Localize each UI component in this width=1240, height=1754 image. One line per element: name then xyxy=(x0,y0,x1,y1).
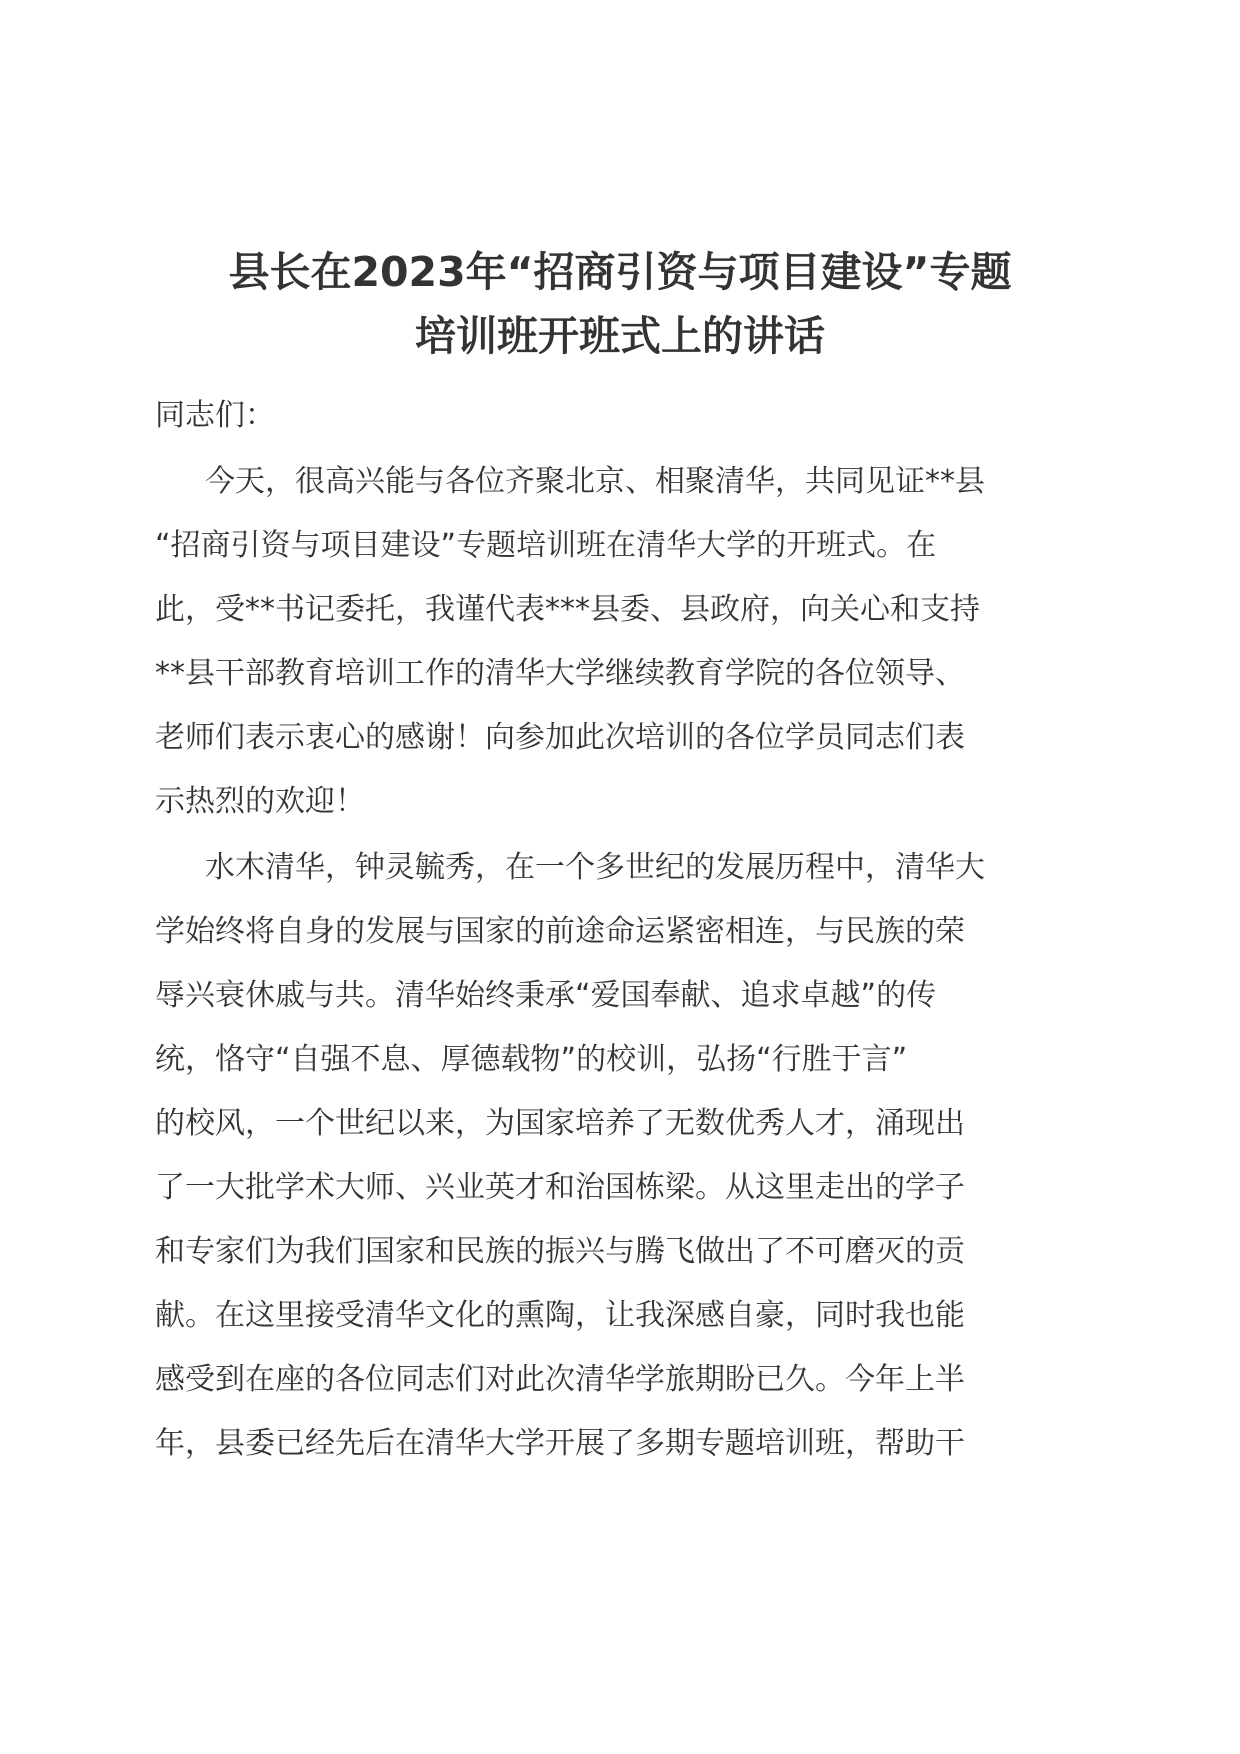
paragraph-line: **县干部教育培训工作的清华大学继续教育学院的各位领导、 xyxy=(155,656,965,691)
paragraph-line: 统，恪守“自强不息、厚德载物”的校训，弘扬“行胜于言” xyxy=(155,1042,908,1077)
paragraph-2 xyxy=(155,836,1087,1476)
paragraph-line: 老师们表示衷心的感谢！向参加此次培训的各位学员同志们表 xyxy=(155,720,965,755)
paragraph-line: 此，受**书记委托，我谨代表***县委、县政府，向关心和支持 xyxy=(155,592,980,627)
paragraph-line: 辱兴衰休戚与共。清华始终秉承“爱国奉献、追求卓越”的传 xyxy=(155,978,937,1013)
paragraph-line: 和专家们为我们国家和民族的振兴与腾飞做出了不可磨灭的贡 xyxy=(155,1234,965,1269)
document-title xyxy=(140,240,1100,368)
paragraph-line: 献。在这里接受清华文化的熏陶，让我深感自豪，同时我也能 xyxy=(155,1298,965,1333)
paragraph-1 xyxy=(155,450,1087,834)
paragraph-line: “招商引资与项目建设”专题培训班在清华大学的开班式。在 xyxy=(155,528,937,563)
paragraph-line: 的校风，一个世纪以来，为国家培养了无数优秀人才，涌现出 xyxy=(155,1106,965,1141)
paragraph-line: 了一大批学术大师、兴业英才和治国栋梁。从这里走出的学子 xyxy=(155,1170,965,1205)
paragraph-line: 年，县委已经先后在清华大学开展了多期专题培训班，帮助干 xyxy=(155,1426,965,1461)
salutation: 同志们： xyxy=(155,398,275,433)
paragraph-line: 今天，很高兴能与各位齐聚北京、相聚清华，共同见证**县 xyxy=(205,464,985,499)
title-line-2: 培训班开班式上的讲话 xyxy=(415,312,825,360)
paragraph-line: 示热烈的欢迎！ xyxy=(155,784,365,819)
paragraph-line: 水木清华，钟灵毓秀，在一个多世纪的发展历程中，清华大 xyxy=(205,850,985,885)
document-body xyxy=(155,384,1087,1476)
paragraph-line: 感受到在座的各位同志们对此次清华学旅期盼已久。今年上半 xyxy=(155,1362,965,1397)
paragraph-line: 学始终将自身的发展与国家的前途命运紧密相连，与民族的荣 xyxy=(155,914,965,949)
title-line-1: 县长在2023年“招商引资与项目建设”专题 xyxy=(228,248,1012,296)
